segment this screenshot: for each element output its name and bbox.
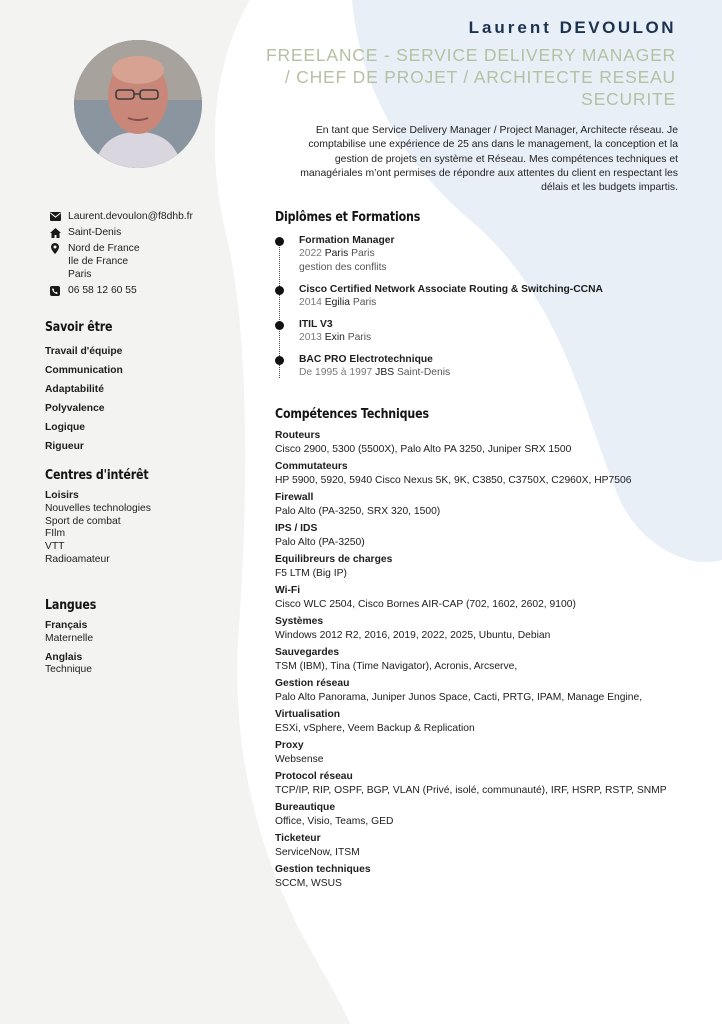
skill-category (275, 461, 705, 487)
address-line: Paris (68, 269, 92, 280)
timeline-dot (275, 286, 284, 295)
education-meta (299, 296, 695, 310)
timeline-dot (275, 237, 284, 246)
interests-section (45, 467, 245, 567)
education-meta (299, 331, 695, 345)
timeline-dot (275, 356, 284, 365)
education-title: ITIL V3 (299, 319, 333, 330)
education-place: Paris (351, 248, 375, 259)
profile-summary: En tant que Service Delivery Manager / Project Manager, Architecte réseau. Je comptabilise une expérience de 25 ans dans le management, la conception et la gestion de projets en système et Réseau. Mes compétences techniques et managériales m’ont permises de répondre aux attentes du client en respectant les délais et les budgets impartis. (300, 125, 678, 194)
timeline-dot (275, 321, 284, 330)
skill-category (275, 616, 705, 642)
education-year: De 1995 à 1997 (299, 367, 373, 378)
profile-photo (74, 40, 202, 168)
phone-number[interactable]: 06 58 12 60 55 (68, 285, 137, 296)
education-place: Saint-Denis (396, 367, 451, 378)
skill-category-value: ServiceNow, ITSM (275, 846, 360, 858)
education-org: Egilia (324, 297, 350, 308)
skill-category (275, 740, 705, 766)
skill-category-value: Palo Alto Panorama, Juniper Junos Space, Cacti, PRTG, IPAM, Manage Engine, (275, 691, 643, 703)
skills-list (275, 430, 705, 895)
interest-item: VTT (45, 541, 65, 553)
education-title: Cisco Certified Network Associate Routing & Switching-CCNA (299, 284, 603, 295)
education-place: Paris (347, 332, 372, 343)
contact-city-row (48, 226, 248, 239)
education-item (275, 318, 695, 345)
education-meta (299, 366, 695, 380)
education-year: 2014 (299, 297, 322, 308)
education-item (275, 283, 695, 310)
education-heading: Diplômes et Formations (275, 209, 421, 225)
skill-category-value: Cisco WLC 2504, Cisco Bornes AIR-CAP (702, 1602, 2602, 9100) (275, 598, 576, 610)
soft-skill-item: Rigueur (45, 441, 84, 452)
languages-heading: Langues (45, 597, 97, 613)
education-title: Formation Manager (299, 235, 395, 246)
skill-category-name: Ticketeur (275, 833, 321, 844)
skill-category-name: Routeurs (275, 430, 321, 441)
education-meta (299, 247, 695, 261)
soft-skill-item: Polyvalence (45, 403, 105, 414)
contact-info (48, 210, 248, 300)
languages-section (45, 597, 245, 677)
education-year: 2022 (299, 248, 322, 259)
skill-category-value: Office, Visio, Teams, GED (275, 815, 394, 827)
soft-skills-heading: Savoir être (45, 319, 113, 335)
phone-icon (48, 284, 62, 297)
skill-category-value: HP 5900, 5920, 5940 Cisco Nexus 5K, 9K, C3850, C3750X, C2960X, HP7506 (275, 474, 632, 486)
soft-skills-section (45, 319, 245, 456)
skill-category-value: F5 LTM (Big IP) (275, 567, 347, 579)
interest-item: Nouvelles technologies (45, 502, 151, 514)
interests-subheading: Loisirs (45, 490, 79, 501)
interest-item: Radioamateur (45, 553, 110, 565)
education-org: Paris (324, 248, 349, 259)
soft-skill-item: Communication (45, 365, 123, 376)
skill-category (275, 771, 705, 797)
address-line: Ile de France (68, 256, 129, 267)
skill-category (275, 833, 705, 859)
contact-email-row (48, 210, 248, 223)
skill-category-name: Virtualisation (275, 709, 341, 720)
skill-category (275, 709, 705, 735)
skill-category-value: Windows 2012 R2, 2016, 2019, 2022, 2025, Ubuntu, Debian (275, 629, 551, 641)
soft-skill-item: Adaptabilité (45, 384, 104, 395)
contact-address-row (48, 242, 248, 281)
education-title: BAC PRO Electrotechnique (299, 354, 433, 365)
education-year: 2013 (299, 332, 322, 343)
education-note: gestion des conflits (299, 262, 387, 273)
location-pin-icon (48, 242, 62, 255)
education-timeline (275, 234, 695, 388)
education-item (275, 234, 695, 275)
address-lines (68, 242, 140, 281)
last-name: DEVOULON (559, 18, 676, 37)
skill-category (275, 523, 705, 549)
skill-category (275, 585, 705, 611)
skill-category-name: Equilibreurs de charges (275, 554, 393, 565)
skill-category-name: Firewall (275, 492, 314, 503)
skill-category-value: Palo Alto (PA-3250) (275, 536, 365, 548)
skill-category (275, 554, 705, 580)
language-level: Maternelle (45, 632, 94, 644)
skill-category (275, 802, 705, 828)
skill-category (275, 678, 705, 704)
skill-category-name: IPS / IDS (275, 523, 318, 534)
skill-category-name: Gestion réseau (275, 678, 350, 689)
skill-category-value: TCP/IP, RIP, OSPF, BGP, VLAN (Privé, isolé, communauté), IRF, HSRP, RSTP, SNMP (275, 784, 667, 796)
skill-category-value: Palo Alto (PA-3250, SRX 320, 1500) (275, 505, 441, 517)
skill-category-value: ESXi, vSphere, Veem Backup & Replication (275, 722, 475, 734)
skill-category-name: Bureautique (275, 802, 336, 813)
skill-category-name: Protocol réseau (275, 771, 353, 782)
skill-category (275, 492, 705, 518)
skill-category-value: Cisco 2900, 5300 (5500X), Palo Alto PA 3250, Juniper SRX 1500 (275, 443, 572, 455)
skill-category-name: Wi-Fi (275, 585, 301, 596)
envelope-icon (48, 210, 62, 223)
skill-category (275, 864, 705, 890)
skill-category-name: Systèmes (275, 616, 324, 627)
interest-item: Sport de combat (45, 515, 121, 527)
soft-skill-item: Travail d'équipe (45, 346, 123, 357)
interest-item: FIlm (45, 528, 66, 540)
education-org: JBS (375, 367, 395, 378)
skills-section (275, 406, 695, 422)
soft-skill-item: Logique (45, 422, 86, 433)
skill-category-value: TSM (IBM), Tina (Time Navigator), Acronis, Arcserve, (275, 660, 518, 672)
skill-category-name: Commutateurs (275, 461, 348, 472)
job-title: FREELANCE - SERVICE DELIVERY MANAGER / CHEF DE PROJET / ARCHITECTE RESEAU SECURITE (265, 45, 676, 109)
email-link[interactable]: Laurent.devoulon@f8dhb.fr (68, 211, 193, 222)
skill-category-value: Websense (275, 753, 324, 765)
education-item (275, 353, 695, 380)
skill-category-name: Proxy (275, 740, 304, 751)
education-org: Exin (324, 332, 345, 343)
skill-category-name: Gestion techniques (275, 864, 371, 875)
skills-heading: Compétences Techniques (275, 406, 429, 422)
language-name: Anglais (45, 651, 83, 663)
language-level: Technique (45, 664, 92, 676)
education-place: Paris (352, 297, 377, 308)
first-name: Laurent (468, 18, 552, 37)
interests-heading: Centres d'intérêt (45, 467, 149, 483)
skill-category (275, 430, 705, 456)
skill-category (275, 647, 705, 673)
full-name (469, 18, 676, 38)
home-icon (48, 226, 62, 239)
language-name: Français (45, 620, 88, 631)
address-line: Nord de France (68, 243, 140, 254)
education-section (275, 209, 695, 225)
skill-category-name: Sauvegardes (275, 647, 340, 658)
city-text: Saint-Denis (68, 227, 122, 238)
skill-category-value: SCCM, WSUS (275, 877, 342, 889)
contact-phone-row (48, 284, 248, 297)
